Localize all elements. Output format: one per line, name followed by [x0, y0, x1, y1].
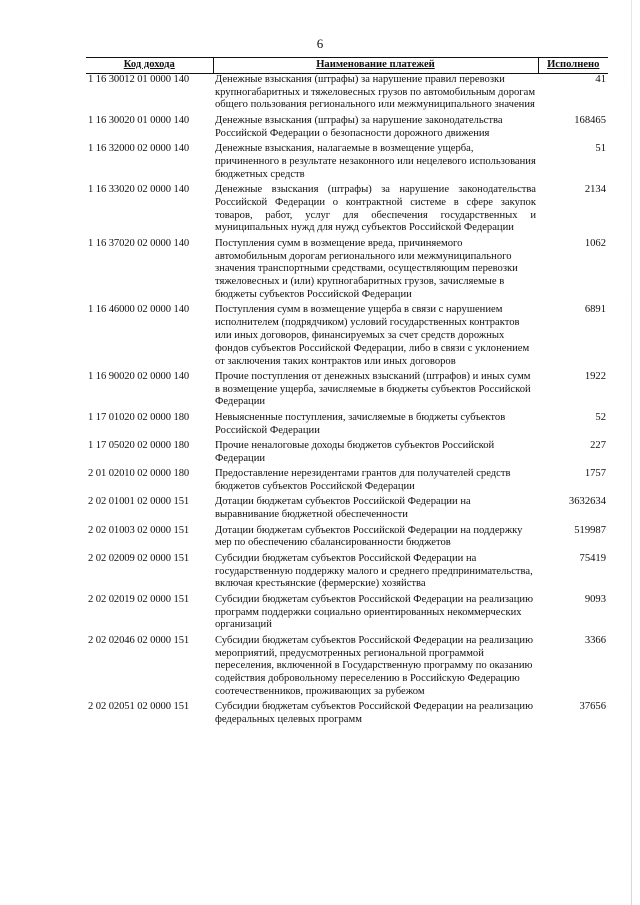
table-row — [86, 496, 608, 524]
payment-name: Субсидии бюджетам субъектов Российской Федерации на государственную поддержку малого и среднего предпринимательства, включая крестьянские (фермерские) хозяйства — [215, 552, 533, 590]
payment-name: Субсидии бюджетам субъектов Российской Федерации на реализацию мероприятий, предусмотренных региональной программой переселения, включенной в Государственную программу по оказанию содействия добровольному переселению в Российскую Федерацию соотечественников, проживающих за рубежом — [215, 634, 533, 697]
table-row — [86, 238, 608, 305]
payment-name: Прочие поступления от денежных взысканий (штрафов) и иных сумм в возмещение ущерба, зачисляемые в бюджеты субъектов Российской Федерации — [215, 370, 531, 408]
payment-name: Предоставление нерезидентами грантов для получателей средств бюджетов субъектов Российской Федерации — [215, 468, 511, 493]
payment-name: Денежные взыскания (штрафы) за нарушение законодательства Российской Федерации о контрактной системе в сфере закупок товаров, работ, услуг для обеспечения государственных и муниципальных нужд для нужд субъектов Российской Федерации — [215, 183, 536, 234]
revenue-code: 2 01 02010 02 0000 180 — [88, 468, 190, 480]
payment-name: Денежные взыскания, налагаемые в возмещение ущерба, причиненного в результате незаконного или нецелевого использования бюджетных средств — [215, 142, 536, 180]
page-number: 6 — [316, 36, 324, 51]
scan-edge-line — [631, 0, 632, 905]
payment-name: Поступления сумм в возмещение вреда, причиняемого автомобильным дорогам регионального или межмуниципального значения транспортными средствами, осуществляющим перевозки тяжеловесных и (или) крупногабаритных грузов, зачисляемые в бюджеты субъектов Российской Федерации — [215, 237, 518, 300]
executed-amount: 9093 — [584, 593, 606, 605]
executed-amount: 3366 — [584, 634, 606, 646]
table-row — [86, 412, 608, 440]
revenue-code: 2 02 02009 02 0000 151 — [88, 552, 190, 564]
revenue-code: 1 16 30020 01 0000 140 — [88, 114, 190, 126]
table-row — [86, 594, 608, 635]
executed-amount: 1757 — [584, 468, 606, 480]
payment-name: Невыясненные поступления, зачисляемые в бюджеты субъектов Российской Федерации — [215, 411, 506, 436]
revenue-table — [86, 57, 608, 730]
payment-name: Денежные взыскания (штрафы) за нарушение законодательства Российской Федерации о безопасности дорожного движения — [215, 114, 503, 139]
revenue-code: 1 16 46000 02 0000 140 — [88, 304, 190, 316]
table-row — [86, 73, 608, 114]
payment-name: Денежные взыскания (штрафы) за нарушение правил перевозки крупногабаритных и тяжеловесных грузов по автомобильным дорогам общего пользования регионального или межмуниципального значения — [215, 73, 536, 111]
table-row — [86, 143, 608, 184]
table-row — [86, 371, 608, 412]
header-name: Наименование платежей — [213, 58, 538, 74]
revenue-code: 2 02 01003 02 0000 151 — [88, 524, 190, 536]
revenue-code: 2 02 01001 02 0000 151 — [88, 496, 190, 508]
table-row — [86, 468, 608, 496]
executed-amount: 227 — [590, 440, 606, 452]
executed-amount: 51 — [595, 142, 606, 154]
table-header-row — [86, 58, 608, 74]
header-code: Код дохода — [86, 58, 213, 74]
executed-amount: 1922 — [584, 370, 606, 382]
payment-name: Дотации бюджетам субъектов Российской Федерации на выравнивание бюджетной обеспеченности — [215, 496, 471, 521]
table-row — [86, 115, 608, 143]
revenue-code: 1 16 32000 02 0000 140 — [88, 142, 190, 154]
header-value: Исполнено — [538, 58, 608, 74]
revenue-code: 1 16 33020 02 0000 140 — [88, 183, 190, 195]
table-row — [86, 701, 608, 729]
executed-amount: 75419 — [579, 552, 606, 564]
revenue-code: 1 17 01020 02 0000 180 — [88, 411, 190, 423]
table-row — [86, 553, 608, 594]
table-row — [86, 525, 608, 553]
table-row — [86, 635, 608, 702]
executed-amount: 168465 — [574, 114, 606, 126]
table-body — [86, 73, 608, 729]
executed-amount: 2134 — [584, 183, 606, 195]
revenue-code: 1 16 37020 02 0000 140 — [88, 237, 190, 249]
revenue-code: 2 02 02046 02 0000 151 — [88, 634, 190, 646]
executed-amount: 52 — [595, 411, 606, 423]
executed-amount: 1062 — [584, 237, 606, 249]
executed-amount: 519987 — [574, 524, 606, 536]
payment-name: Субсидии бюджетам субъектов Российской Федерации на реализацию федеральных целевых программ — [215, 701, 533, 726]
revenue-code: 2 02 02019 02 0000 151 — [88, 593, 190, 605]
revenue-code: 1 16 30012 01 0000 140 — [88, 73, 190, 85]
executed-amount: 3632634 — [568, 496, 606, 508]
revenue-code: 2 02 02051 02 0000 151 — [88, 701, 190, 713]
payment-name: Прочие неналоговые доходы бюджетов субъектов Российской Федерации — [215, 440, 495, 464]
payment-name: Дотации бюджетам субъектов Российской Федерации на поддержку мер по обеспечению сбалансированности бюджетов — [215, 524, 523, 549]
executed-amount: 6891 — [584, 304, 606, 316]
table-row — [86, 304, 608, 371]
table-row — [86, 440, 608, 468]
executed-amount: 37656 — [579, 701, 606, 713]
payment-name: Субсидии бюджетам субъектов Российской Федерации на реализацию программ поддержки социально ориентированных некоммерческих организаций — [215, 593, 533, 631]
revenue-code: 1 16 90020 02 0000 140 — [88, 370, 190, 382]
payment-name: Поступления сумм в возмещение ущерба в связи с нарушением исполнителем (подрядчиком) условий государственных контрактов или иных договоров, финансируемых за счет средств дорожных фондов субъектов Российской Федерации, либо в связи с уклонением от заключения таких контрактов или иных договоров — [215, 304, 530, 367]
table-row — [86, 184, 608, 238]
revenue-code: 1 17 05020 02 0000 180 — [88, 440, 190, 452]
executed-amount: 41 — [595, 73, 606, 85]
